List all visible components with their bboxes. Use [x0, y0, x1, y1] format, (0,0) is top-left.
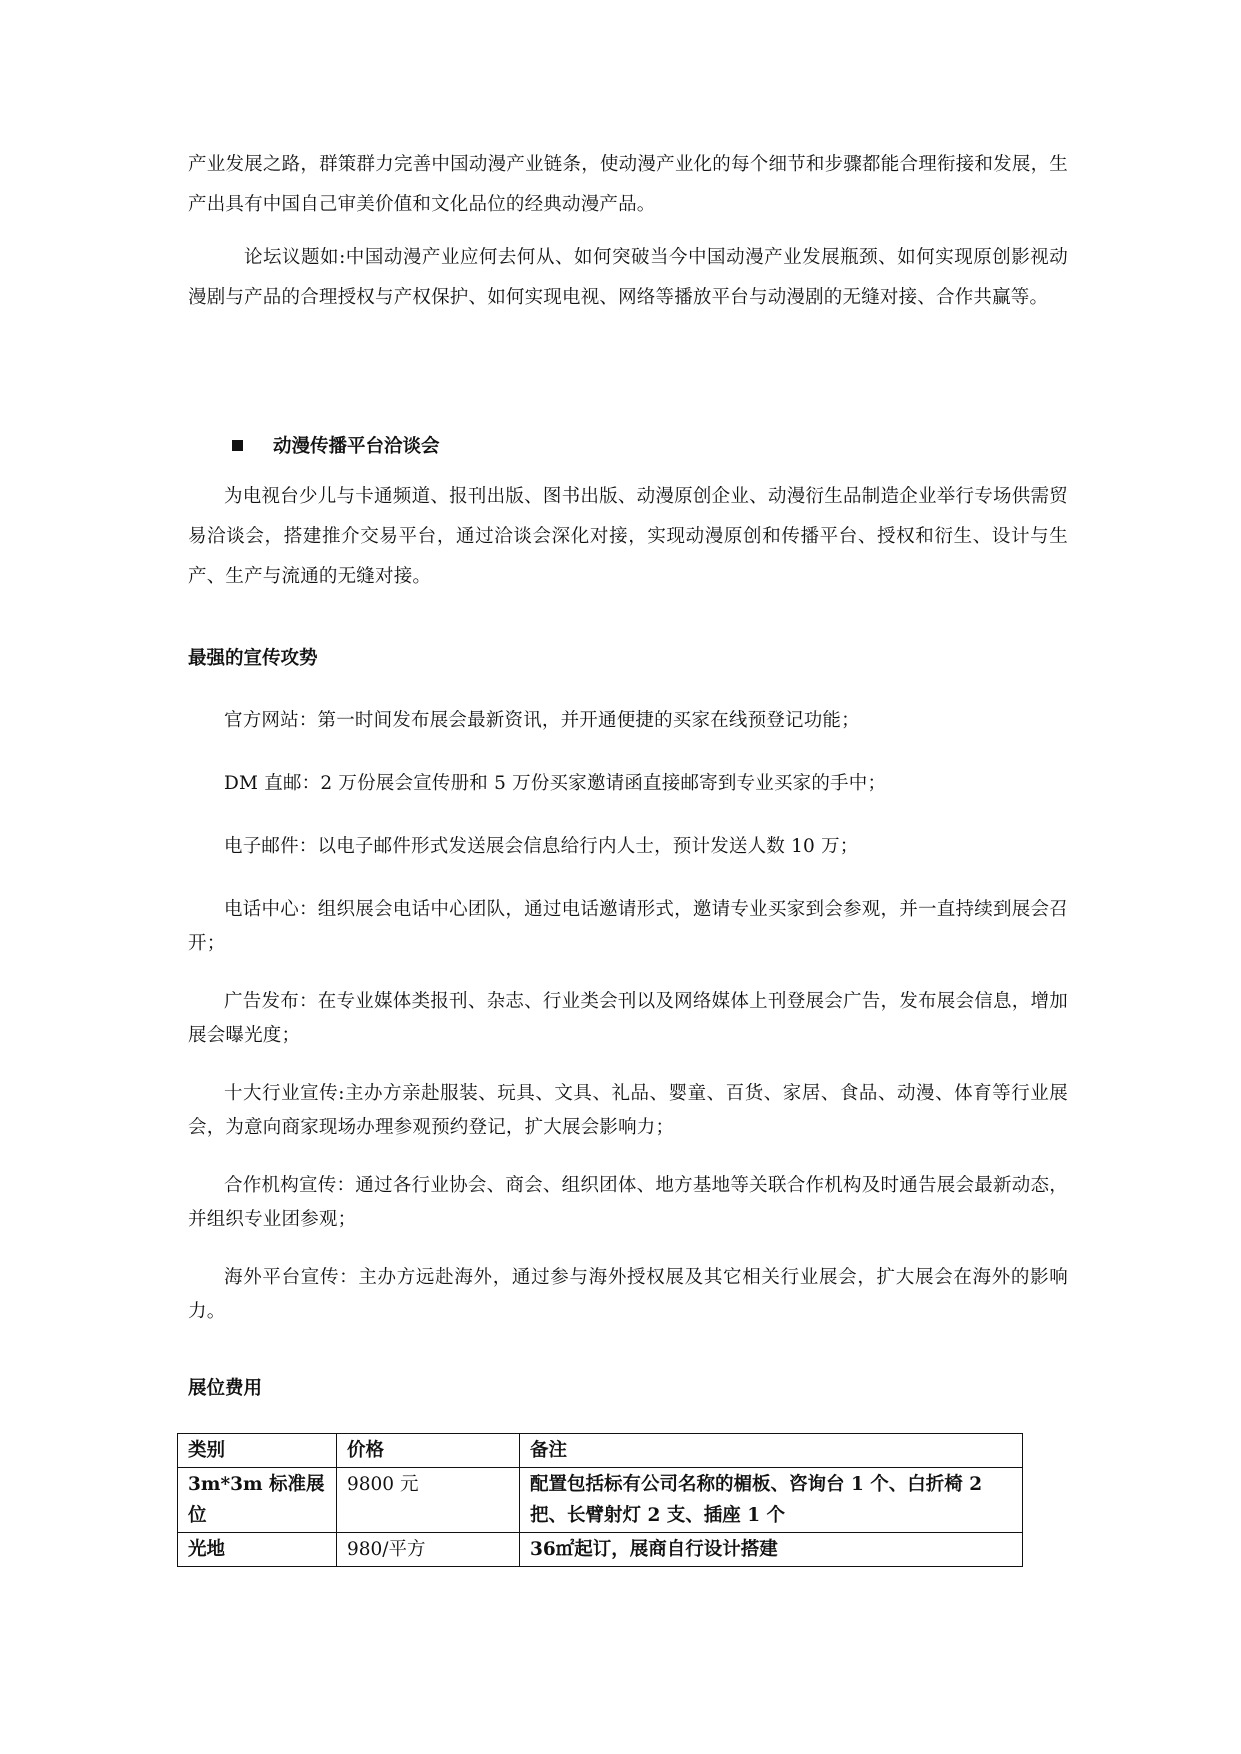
- column-header-category: 类别: [178, 1434, 337, 1468]
- column-header-note: 备注: [520, 1434, 1023, 1468]
- promotion-item-1: 官方网站：第一时间发布展会最新资讯，并开通便捷的买家在线预登记功能；: [224, 710, 860, 731]
- promotion-item-2: DM 直邮：2 万份展会宣传册和 5 万份买家邀请函直接邮寄到专业买家的手中；: [224, 773, 887, 794]
- promotion-heading: 最强的宣传攻势: [188, 648, 318, 669]
- fees-heading: 展位费用: [188, 1378, 263, 1399]
- promotion-item-4: 电话中心：组织展会电话中心团队，通过电话邀请形式，邀请专业买家到会参观，并一直持续到展会召开；: [188, 899, 1068, 954]
- bullet-paragraph: 为电视台少儿与卡通频道、报刊出版、图书出版、动漫原创企业、动漫衍生品制造企业举行专场供需贸易洽谈会，搭建推介交易平台，通过洽谈会深化对接，实现动漫原创和传播平台、授权和衍生、设计与生产、生产与流通的无缝对接。: [188, 486, 1068, 587]
- square-bullet-icon: [232, 440, 243, 451]
- table-row: [178, 1468, 1023, 1533]
- cell-price: 9800 元: [337, 1468, 520, 1533]
- table-header-row: [178, 1434, 1023, 1468]
- fees-table: [177, 1433, 1023, 1567]
- bullet-heading: 动漫传播平台洽谈会: [273, 436, 440, 457]
- intro-paragraph-2: 论坛议题如:中国动漫产业应何去何从、如何突破当今中国动漫产业发展瓶颈、如何实现原创影视动漫剧与产品的合理授权与产权保护、如何实现电视、网络等播放平台与动漫剧的无缝对接、合作共赢等。: [188, 247, 1068, 308]
- intro-paragraph-1: 产业发展之路，群策群力完善中国动漫产业链条，使动漫产业化的每个细节和步骤都能合理衔接和发展，生产出具有中国自己审美价值和文化品位的经典动漫产品。: [188, 154, 1068, 215]
- bullet-heading-row: [232, 430, 440, 460]
- cell-price: 980/平方: [337, 1533, 520, 1567]
- cell-category: 光地: [178, 1533, 337, 1567]
- cell-category: 3m*3m 标准展位: [178, 1468, 337, 1533]
- column-header-price: 价格: [337, 1434, 520, 1468]
- cell-note: 36㎡起订，展商自行设计搭建: [520, 1533, 1023, 1567]
- cell-note: 配置包括标有公司名称的楣板、咨询台 1 个、白折椅 2 把、长臂射灯 2 支、插座 1 个: [520, 1468, 1023, 1533]
- promotion-item-5: 广告发布：在专业媒体类报刊、杂志、行业类会刊以及网络媒体上刊登展会广告，发布展会信息，增加展会曝光度；: [188, 991, 1068, 1046]
- promotion-item-8: 海外平台宣传：主办方远赴海外，通过参与海外授权展及其它相关行业展会，扩大展会在海外的影响力。: [188, 1267, 1068, 1322]
- table-row: [178, 1533, 1023, 1567]
- promotion-item-3: 电子邮件：以电子邮件形式发送展会信息给行内人士，预计发送人数 10 万；: [224, 836, 859, 857]
- promotion-item-7: 合作机构宣传：通过各行业协会、商会、组织团体、地方基地等关联合作机构及时通告展会最新动态，并组织专业团参观；: [188, 1175, 1068, 1230]
- promotion-item-6: 十大行业宣传:主办方亲赴服装、玩具、文具、礼品、婴童、百货、家居、食品、动漫、体育等行业展会，为意向商家现场办理参观预约登记，扩大展会影响力；: [188, 1083, 1068, 1138]
